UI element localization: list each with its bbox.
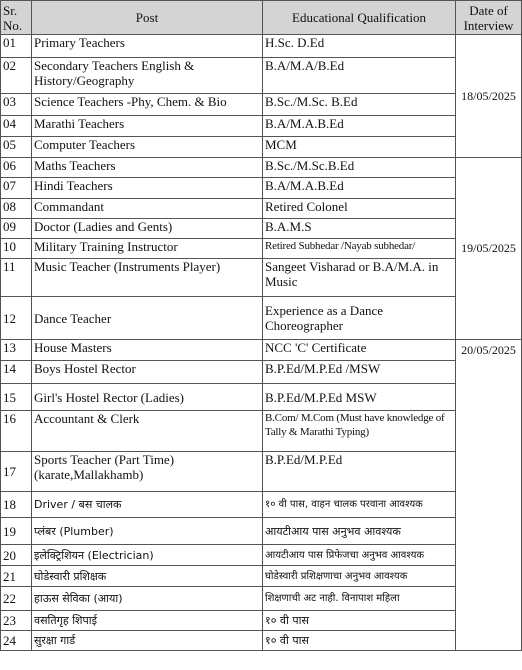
table-row bbox=[1, 219, 522, 239]
row-post: Driver / बस चालक bbox=[32, 492, 263, 518]
row-post: वसतिगृह शिपाई bbox=[32, 611, 263, 631]
row-post: सुरक्षा गार्ड bbox=[32, 631, 263, 651]
row-qualification: B.A/M.A.B.Ed bbox=[263, 178, 456, 199]
row-post: Marathi Teachers bbox=[32, 116, 263, 137]
row-qualification: १० वी पास bbox=[263, 611, 456, 631]
row-qualification: B.A/M.A/B.Ed bbox=[263, 58, 456, 94]
interview-date-2: 19/05/2025 bbox=[456, 158, 522, 340]
table-row bbox=[1, 35, 522, 58]
table-row bbox=[1, 587, 522, 611]
row-post: Accountant & Clerk bbox=[32, 411, 263, 452]
table-row bbox=[1, 384, 522, 411]
table-row bbox=[1, 566, 522, 587]
row-post: Commandant bbox=[32, 199, 263, 219]
row-no: 17 bbox=[1, 452, 32, 492]
table-row bbox=[1, 297, 522, 340]
table-row bbox=[1, 199, 522, 219]
row-no: 05 bbox=[1, 137, 32, 158]
row-no: 01 bbox=[1, 35, 32, 58]
row-no: 10 bbox=[1, 239, 32, 259]
row-qualification: शिक्षणाची अट नाही. विनापाश महिला bbox=[263, 587, 456, 611]
header-post: Post bbox=[32, 1, 263, 35]
row-post: Dance Teacher bbox=[32, 297, 263, 340]
row-post: Science Teachers -Phy, Chem. & Bio bbox=[32, 94, 263, 116]
row-post: House Masters bbox=[32, 340, 263, 361]
row-no: 21 bbox=[1, 566, 32, 587]
row-qualification: B.P.Ed/M.P.Ed MSW bbox=[263, 384, 456, 411]
row-post: Sports Teacher (Part Time) (karate,Mallakhamb) bbox=[32, 452, 263, 492]
table-row bbox=[1, 361, 522, 384]
table-row bbox=[1, 452, 522, 492]
row-qualification: MCM bbox=[263, 137, 456, 158]
row-qualification: H.Sc. D.Ed bbox=[263, 35, 456, 58]
row-no: 18 bbox=[1, 492, 32, 518]
row-post: Music Teacher (Instruments Player) bbox=[32, 259, 263, 297]
row-post: Primary Teachers bbox=[32, 35, 263, 58]
row-qualification: १० वी पास bbox=[263, 631, 456, 651]
row-post: घोडेस्वारी प्रशिक्षक bbox=[32, 566, 263, 587]
row-qualification: Experience as a Dance Choreographer bbox=[263, 297, 456, 340]
row-no: 02 bbox=[1, 58, 32, 94]
header-row bbox=[1, 1, 522, 35]
interview-date-3: 20/05/2025 bbox=[456, 340, 522, 651]
row-post: Boys Hostel Rector bbox=[32, 361, 263, 384]
row-post: Doctor (Ladies and Gents) bbox=[32, 219, 263, 239]
row-post: Hindi Teachers bbox=[32, 178, 263, 199]
row-qualification: B.P.Ed/M.P.Ed /MSW bbox=[263, 361, 456, 384]
row-no: 14 bbox=[1, 361, 32, 384]
row-no: 22 bbox=[1, 587, 32, 611]
table-row bbox=[1, 94, 522, 116]
row-no: 24 bbox=[1, 631, 32, 651]
table-row bbox=[1, 158, 522, 178]
row-no: 06 bbox=[1, 158, 32, 178]
row-post: Computer Teachers bbox=[32, 137, 263, 158]
row-no: 13 bbox=[1, 340, 32, 361]
row-qualification: B.Sc./M.Sc.B.Ed bbox=[263, 158, 456, 178]
row-qualification: B.P.Ed/M.P.Ed bbox=[263, 452, 456, 492]
row-qualification: B.Com/ M.Com (Must have knowledge of Tally & Marathi Typing) bbox=[263, 411, 456, 452]
row-no: 08 bbox=[1, 199, 32, 219]
row-no: 04 bbox=[1, 116, 32, 137]
row-no: 15 bbox=[1, 384, 32, 411]
row-no: 16 bbox=[1, 411, 32, 452]
table-row bbox=[1, 239, 522, 259]
table-row bbox=[1, 411, 522, 452]
row-post: Girl's Hostel Rector (Ladies) bbox=[32, 384, 263, 411]
table-row bbox=[1, 259, 522, 297]
row-qualification: घोडेस्वारी प्रशिक्षणाचा अनुभव आवश्यक bbox=[263, 566, 456, 587]
table-row bbox=[1, 545, 522, 566]
row-qualification: B.A/M.A.B.Ed bbox=[263, 116, 456, 137]
table-row bbox=[1, 58, 522, 94]
row-post: Secondary Teachers English & History/Geography bbox=[32, 58, 263, 94]
row-qualification: Retired Colonel bbox=[263, 199, 456, 219]
table-row bbox=[1, 631, 522, 651]
row-no: 03 bbox=[1, 94, 32, 116]
table-row bbox=[1, 178, 522, 199]
row-qualification: NCC 'C' Certificate bbox=[263, 340, 456, 361]
row-no: 23 bbox=[1, 611, 32, 631]
table-row bbox=[1, 340, 522, 361]
row-no: 09 bbox=[1, 219, 32, 239]
header-qualification: Educational Qualification bbox=[263, 1, 456, 35]
row-qualification: १० वी पास, वाहन चालक परवाना आवश्यक bbox=[263, 492, 456, 518]
row-post: प्लंबर (Plumber) bbox=[32, 518, 263, 545]
row-post: इलेक्ट्रिशियन (Electrician) bbox=[32, 545, 263, 566]
table-row bbox=[1, 116, 522, 137]
header-sr-no: Sr. No. bbox=[1, 1, 32, 35]
row-qualification: आयटीआय पास प्रिफेजचा अनुभव आवश्यक bbox=[263, 545, 456, 566]
table-row bbox=[1, 137, 522, 158]
row-post: Military Training Instructor bbox=[32, 239, 263, 259]
row-qualification: Sangeet Visharad or B.A/M.A. in Music bbox=[263, 259, 456, 297]
row-qualification: Retired Subhedar /Nayab subhedar/ bbox=[263, 239, 456, 259]
row-no: 11 bbox=[1, 259, 32, 297]
row-no: 19 bbox=[1, 518, 32, 545]
row-no: 12 bbox=[1, 297, 32, 340]
interview-date-1: 18/05/2025 bbox=[456, 35, 522, 158]
header-date: Date of Interview bbox=[456, 1, 522, 35]
table-row bbox=[1, 518, 522, 545]
row-no: 07 bbox=[1, 178, 32, 199]
row-post: Maths Teachers bbox=[32, 158, 263, 178]
row-no: 20 bbox=[1, 545, 32, 566]
table-row bbox=[1, 611, 522, 631]
row-qualification: आयटीआय पास अनुभव आवश्यक bbox=[263, 518, 456, 545]
row-post: हाऊस सेविका (आया) bbox=[32, 587, 263, 611]
table-row bbox=[1, 492, 522, 518]
row-qualification: B.A.M.S bbox=[263, 219, 456, 239]
row-qualification: B.Sc./M.Sc. B.Ed bbox=[263, 94, 456, 116]
